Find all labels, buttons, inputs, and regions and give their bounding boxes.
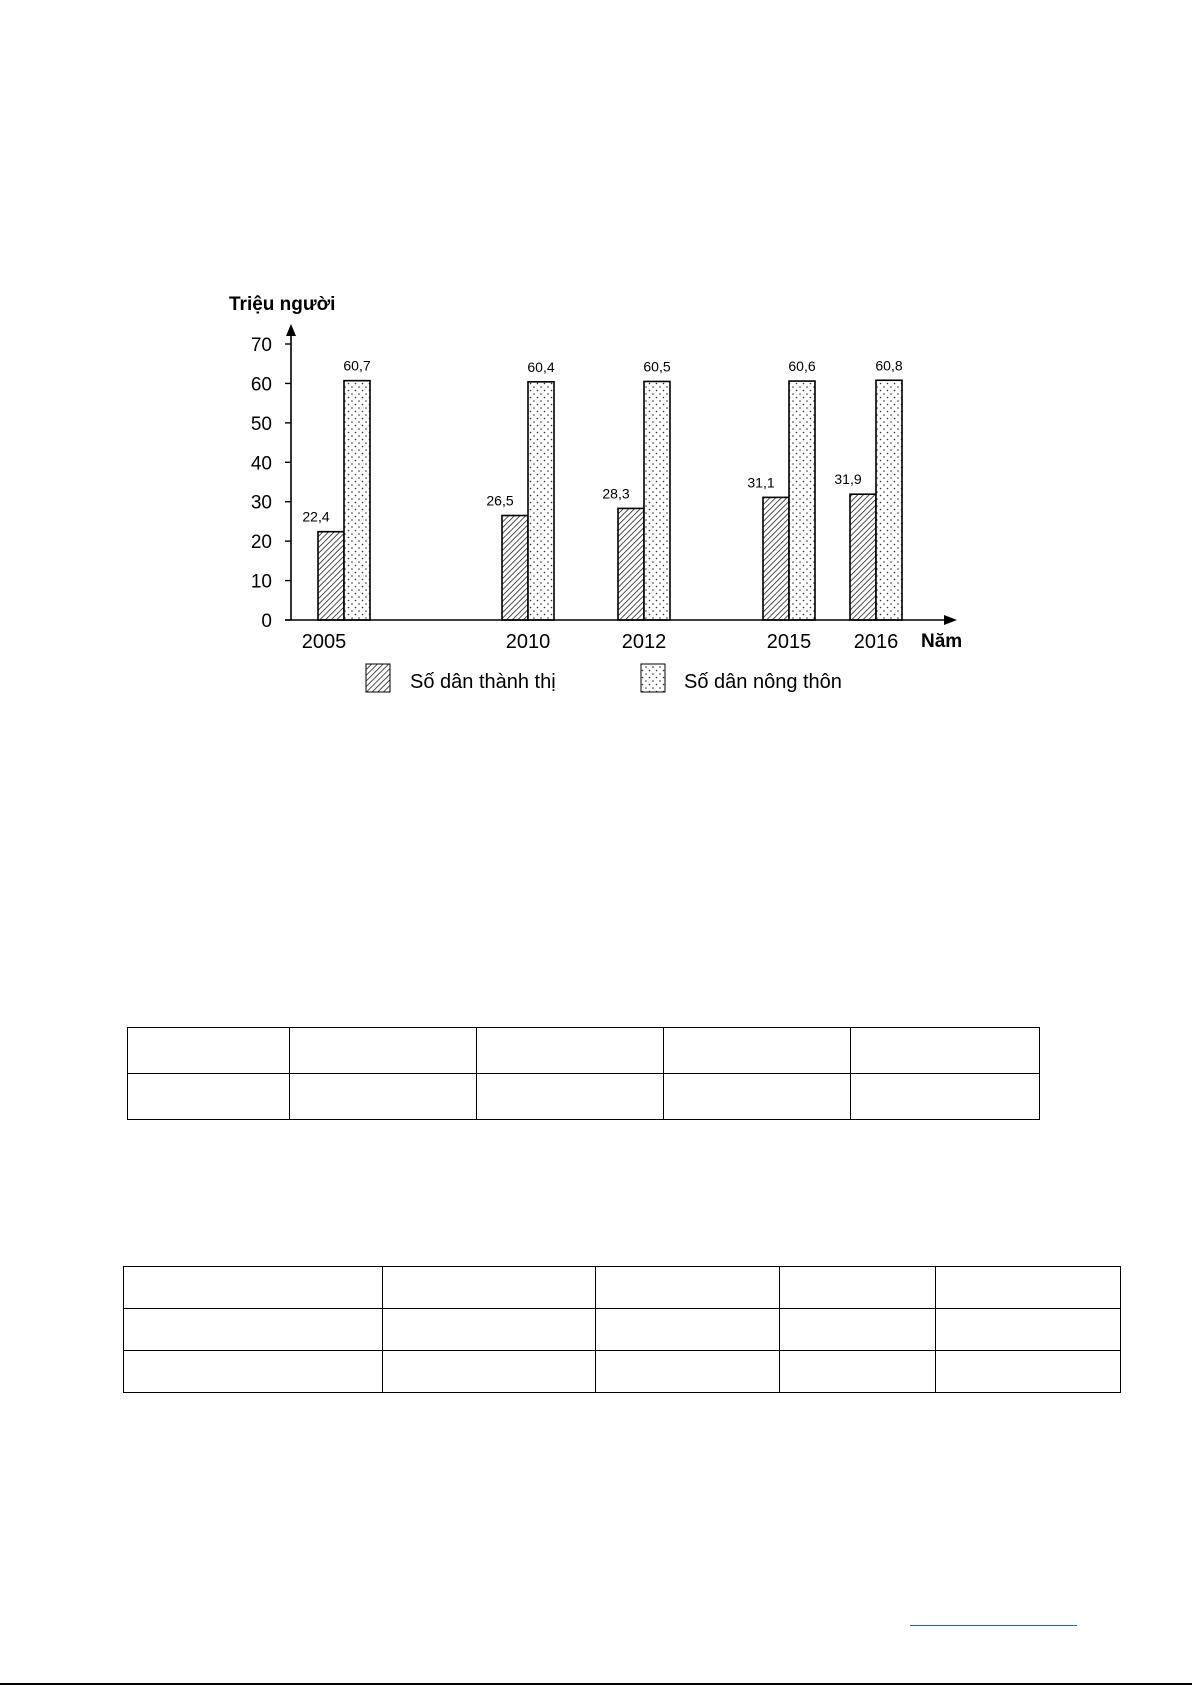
empty-table-2 [123, 1266, 1121, 1393]
table-row [124, 1267, 1121, 1309]
table-cell [780, 1351, 936, 1393]
bar-rural-2012 [644, 381, 670, 620]
x-tick-label: 2016 [853, 631, 899, 653]
table-cell [124, 1267, 383, 1309]
bar-rural-2015 [789, 381, 815, 620]
bar-rural-2010 [528, 382, 554, 620]
x-tick-label: 2012 [621, 631, 667, 653]
y-tick-label: 20 [250, 532, 272, 554]
x-axis-arrow [944, 615, 957, 625]
table-cell [780, 1309, 936, 1351]
y-axis-title: Triệu người [229, 294, 336, 315]
y-tick-label: 60 [250, 374, 272, 396]
data-label-urban-2005: 22,4 [302, 508, 330, 525]
table-row [128, 1028, 1040, 1074]
data-label-rural-2005: 60,7 [343, 357, 371, 374]
data-label-rural-2010: 60,4 [527, 358, 555, 375]
y-tick-label: 40 [250, 453, 272, 475]
table-cell [596, 1309, 780, 1351]
data-label-urban-2010: 26,5 [486, 492, 514, 509]
table-cell [290, 1028, 477, 1074]
table-cell [596, 1267, 780, 1309]
bar-urban-2005 [318, 532, 344, 620]
table-row [128, 1074, 1040, 1120]
table-cell [124, 1351, 383, 1393]
legend [366, 664, 842, 693]
table-cell [851, 1074, 1040, 1120]
x-axis-title: Năm [921, 631, 963, 652]
table-cell [477, 1074, 664, 1120]
table-row [124, 1309, 1121, 1351]
bar-urban-2015 [763, 497, 789, 620]
footer-link-underline[interactable] [910, 1625, 1077, 1626]
table-cell [936, 1351, 1121, 1393]
data-label-urban-2016: 31,9 [834, 471, 862, 488]
table-cell [664, 1028, 851, 1074]
table-cell [383, 1351, 596, 1393]
table-cell [664, 1074, 851, 1120]
bar-urban-2016 [850, 494, 876, 620]
table-cell [383, 1267, 596, 1309]
legend-label-urban: Số dân thành thị [410, 671, 556, 693]
table-cell [383, 1309, 596, 1351]
legend-swatch-rural [641, 664, 665, 692]
empty-table-1 [127, 1027, 1040, 1120]
y-tick-label: 70 [250, 335, 272, 356]
table-cell [936, 1267, 1121, 1309]
bar-rural-2005 [344, 381, 370, 620]
data-label-urban-2015: 31,1 [747, 474, 775, 491]
y-tick-labels [251, 335, 291, 632]
table-cell [936, 1309, 1121, 1351]
x-tick-label: 2010 [505, 631, 551, 653]
legend-swatch-urban [366, 664, 390, 692]
data-label-rural-2015: 60,6 [788, 358, 816, 375]
table-cell [477, 1028, 664, 1074]
x-tick-labels [302, 631, 899, 653]
data-label-rural-2016: 60,8 [875, 357, 903, 374]
data-label-rural-2012: 60,5 [643, 358, 671, 375]
table-cell [290, 1074, 477, 1120]
table-cell [128, 1074, 290, 1120]
data-label-urban-2012: 28,3 [602, 485, 630, 502]
population-bar-chart [0, 0, 1192, 720]
bar-urban-2010 [502, 516, 528, 620]
table-cell [851, 1028, 1040, 1074]
y-tick-label: 30 [250, 492, 272, 514]
table-cell [780, 1267, 936, 1309]
table-row [124, 1351, 1121, 1393]
y-tick-label: 0 [261, 611, 272, 632]
table-cell [596, 1351, 780, 1393]
x-tick-label: 2005 [301, 631, 347, 653]
y-tick-label: 50 [250, 413, 272, 435]
y-tick-label: 10 [250, 571, 272, 593]
table-cell [124, 1309, 383, 1351]
bar-rural-2016 [876, 380, 902, 620]
table-cell [128, 1028, 290, 1074]
y-axis-arrow [286, 324, 296, 336]
bar-urban-2012 [618, 508, 644, 620]
x-tick-label: 2015 [766, 631, 812, 653]
legend-label-rural: Số dân nông thôn [684, 671, 842, 693]
